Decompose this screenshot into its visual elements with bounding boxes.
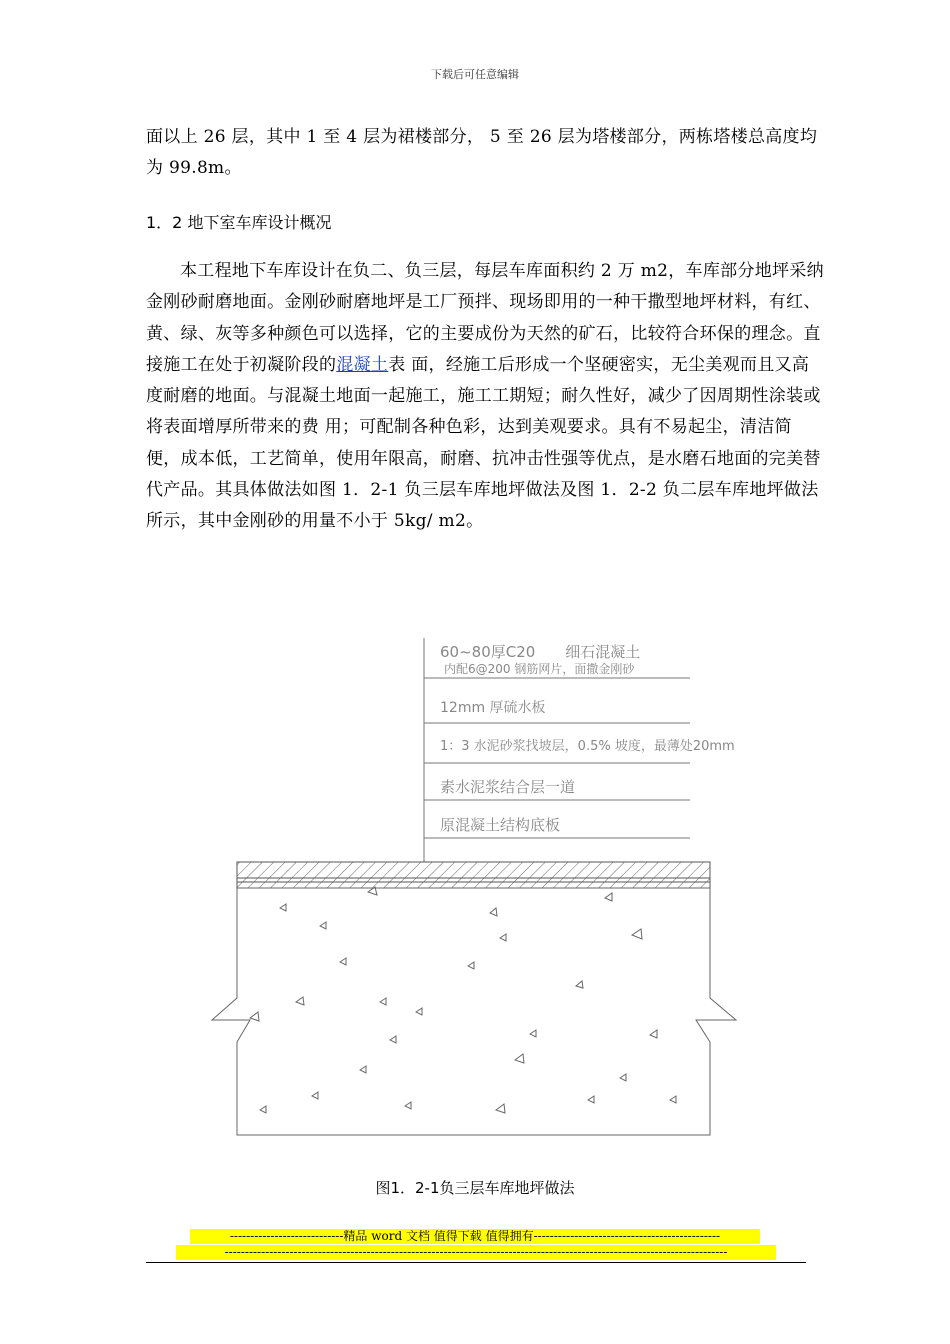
paragraph-2-part-b: 表 面，经施工后形成一个坚硬密实，无尘美观而且又高度耐磨的地面。与混凝土地面一起施工，施工工期短；耐久性好，减少了因周期性涂装或将表面增厚所带来的费 用；可配制各种色彩，达到美观要求。具有不易起尘，清洁简便，成本低，工艺简单，使用年限高，耐磨、抗冲击性强等优点，是水磨石地面的完美替代产品。其具体做法如图 1．2-1 负三层车库地坪做法及图 1．2-2 负二层车库地坪做法所示，其中金刚砂的用量不小于 5kg/ m2。 <box>146 354 821 532</box>
footer-banner-line-1: ----------------------------精品 word 文档 值得下载 值得拥有---------------------------------------------- <box>190 1229 760 1244</box>
structural-slab-outline <box>212 888 736 1135</box>
paragraph-1: 面以上 26 层，其中 1 至 4 层为裙楼部分， 5 至 26 层为塔楼部分，两栋塔楼总高度均为 99.8m。 <box>146 127 818 178</box>
layer-label-4: 1：3 水泥砂浆找坡层，0.5% 坡度，最薄处20mm <box>440 739 735 754</box>
layer-label-3: 12mm 厚硫水板 <box>440 700 546 716</box>
layer-label-5: 素水泥浆结合层一道 <box>440 778 576 796</box>
floor-section-drawing <box>200 630 760 1150</box>
screed-layer <box>237 878 710 888</box>
footer-rule <box>146 1262 806 1263</box>
paragraph-2-part-a: 本工程地下车库设计在负二、负三层，每层车库面积约 2 万 m2，车库部分地坪采纳金刚砂耐磨地面。金刚砂耐磨地坪是工厂预拌、现场即用的一种干撒型地坪材料，有红、黄、绿、灰等多种颜色可以选择，它的主要成份为天然的矿石，比较符合环保的理念。直接施工在处于初凝阶段的 <box>146 261 824 375</box>
figure-caption: 图1．2-1负三层车库地坪做法 <box>375 1179 575 1197</box>
layer-label-6: 原混凝土结构底板 <box>440 816 561 834</box>
paragraph-2 <box>146 256 826 538</box>
page-header: 下载后可任意编辑 <box>431 68 519 81</box>
footer-banner-line-2: ---------------------------------------------------------------------------------------------------------------------------- <box>176 1245 776 1260</box>
concrete-link[interactable]: 混凝土 <box>336 354 389 375</box>
layer-label-2: 内配6@200 钢筋网片，面撒金刚砂 <box>444 662 635 676</box>
section-heading: 1．2 地下室车库设计概况 <box>146 213 332 232</box>
layer-label-1: 60~80厚C20 细石混凝土 <box>440 643 641 661</box>
topping-layer <box>237 862 710 878</box>
